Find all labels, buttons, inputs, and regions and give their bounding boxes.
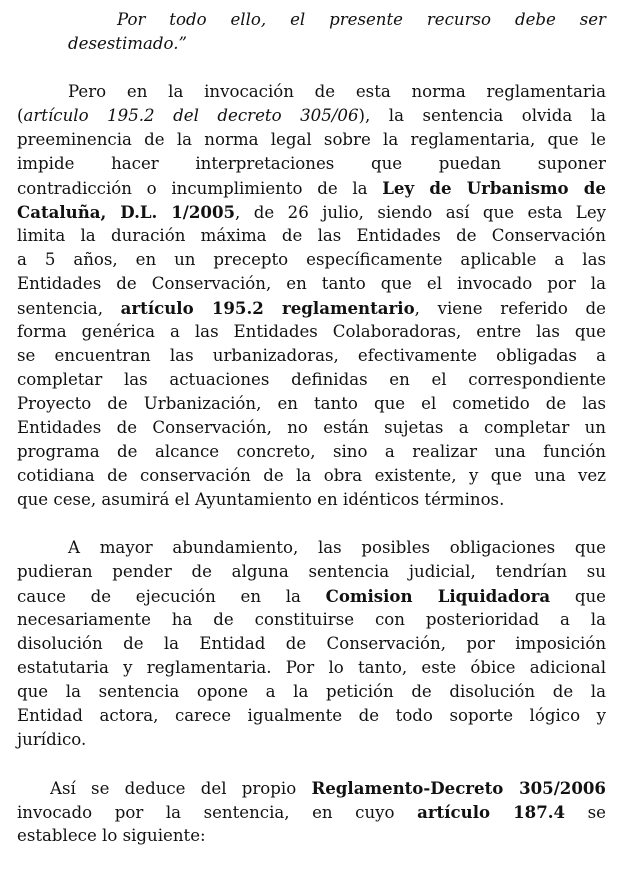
text-line: [17, 32, 606, 56]
italic-text: desestimado.”: [68, 34, 187, 53]
text-line: [17, 248, 606, 272]
text-line: [17, 536, 606, 560]
text-line: [17, 824, 606, 848]
text-line: [17, 440, 606, 464]
text-span: cauce de ejecución en la: [17, 587, 326, 606]
text-span: jurídico.: [17, 730, 87, 749]
text-line: [17, 488, 606, 512]
text-span: Entidades de Conservación, en tanto que el invocado por la: [17, 274, 606, 293]
text-line: [17, 344, 606, 368]
quote-paragraph: [17, 8, 606, 56]
text-line: [17, 584, 606, 608]
text-span: disolución de la Entidad de Conservación, por imposición: [17, 634, 606, 653]
text-span: impide hacer interpretaciones que puedan suponer: [17, 154, 606, 173]
text-span: que cese, asumirá el Ayuntamiento en idénticos términos.: [17, 490, 505, 509]
text-span: estatutaria y reglamentaria. Por lo tanto, este óbice adicional: [17, 658, 606, 677]
text-line: [17, 272, 606, 296]
text-span: se encuentran las urbanizadoras, efectivamente obligadas a: [17, 346, 606, 365]
text-line: [17, 632, 606, 656]
text-line: [17, 200, 606, 224]
text-span: establece lo siguiente:: [17, 826, 206, 845]
text-span: Así se deduce del propio: [50, 779, 312, 798]
bold-text: artículo 195.2 reglamentario: [120, 298, 415, 318]
italic-text: artículo 195.2 del decreto 305/06: [23, 106, 359, 125]
text-line: [17, 680, 606, 704]
text-span: sentencia,: [17, 299, 121, 318]
text-span: forma genérica a las Entidades Colaboradoras, entre las que: [17, 322, 606, 341]
text-line: [17, 560, 606, 584]
italic-text: Por todo ello, el presente recurso debe ser: [117, 10, 606, 29]
text-line: [17, 800, 606, 824]
paragraph-reglamento-decreto: [17, 776, 606, 848]
text-span: , de 26 julio, siendo así que esta Ley: [235, 203, 607, 222]
text-line: [17, 416, 606, 440]
paragraph-mayor-abundamiento: [17, 536, 606, 752]
text-span: A mayor abundamiento, las posibles obligaciones que: [68, 538, 606, 557]
text-line: [17, 296, 606, 320]
text-span: preeminencia de la norma legal sobre la reglamentaria, que le: [17, 130, 606, 149]
text-line: [17, 776, 606, 800]
text-span: completar las actuaciones definidas en el correspondiente: [17, 370, 606, 389]
text-line: [17, 176, 606, 200]
text-line: [17, 608, 606, 632]
text-span: a 5 años, en un precepto específicamente aplicable a las: [17, 250, 606, 269]
bold-text: Ley de Urbanismo de: [382, 178, 606, 198]
text-span: Entidades de Conservación, no están sujetas a completar un: [17, 418, 606, 437]
text-span: necesariamente ha de constituirse con posterioridad a la: [17, 610, 606, 629]
text-span: Pero en la invocación de esta norma reglamentaria: [68, 82, 606, 101]
text-span: , viene referido de: [414, 299, 606, 318]
text-span: invocado por la sentencia, en cuyo: [17, 803, 418, 822]
document-page: [17, 8, 606, 872]
text-span: pudieran pender de alguna sentencia judicial, tendrían su: [17, 562, 606, 581]
text-span: que la sentencia opone a la petición de disolución de la: [17, 682, 606, 701]
text-span: Proyecto de Urbanización, en tanto que el cometido de las: [17, 394, 606, 413]
text-line: [17, 704, 606, 728]
text-line: [17, 80, 606, 104]
bold-text: Reglamento-Decreto 305/2006: [311, 778, 606, 798]
text-span: programa de alcance concreto, sino a realizar una función: [17, 442, 606, 461]
bold-text: artículo 187.4: [417, 802, 566, 822]
bold-text: Cataluña, D.L. 1/2005: [17, 202, 236, 222]
text-line: [17, 152, 606, 176]
text-line: [17, 320, 606, 344]
text-span: (: [17, 106, 24, 125]
text-line: [17, 104, 606, 128]
text-line: [17, 128, 606, 152]
text-line: [17, 368, 606, 392]
paragraph-norma-reglamentaria: [17, 80, 606, 512]
text-line: [17, 224, 606, 248]
text-span: limita la duración máxima de las Entidades de Conservación: [17, 226, 606, 245]
text-span: que: [550, 587, 607, 606]
text-span: contradicción o incumplimiento de la: [17, 179, 383, 198]
bold-text: Comision Liquidadora: [325, 586, 551, 606]
text-span: ), la sentencia olvida la: [358, 106, 606, 125]
text-span: cotidiana de conservación de la obra existente, y que una vez: [17, 466, 606, 485]
text-line: [17, 8, 606, 32]
text-span: Entidad actora, carece igualmente de todo soporte lógico y: [17, 706, 606, 725]
text-line: [17, 656, 606, 680]
text-line: [17, 464, 606, 488]
text-line: [17, 728, 606, 752]
text-line: [17, 392, 606, 416]
text-span: se: [565, 803, 606, 822]
